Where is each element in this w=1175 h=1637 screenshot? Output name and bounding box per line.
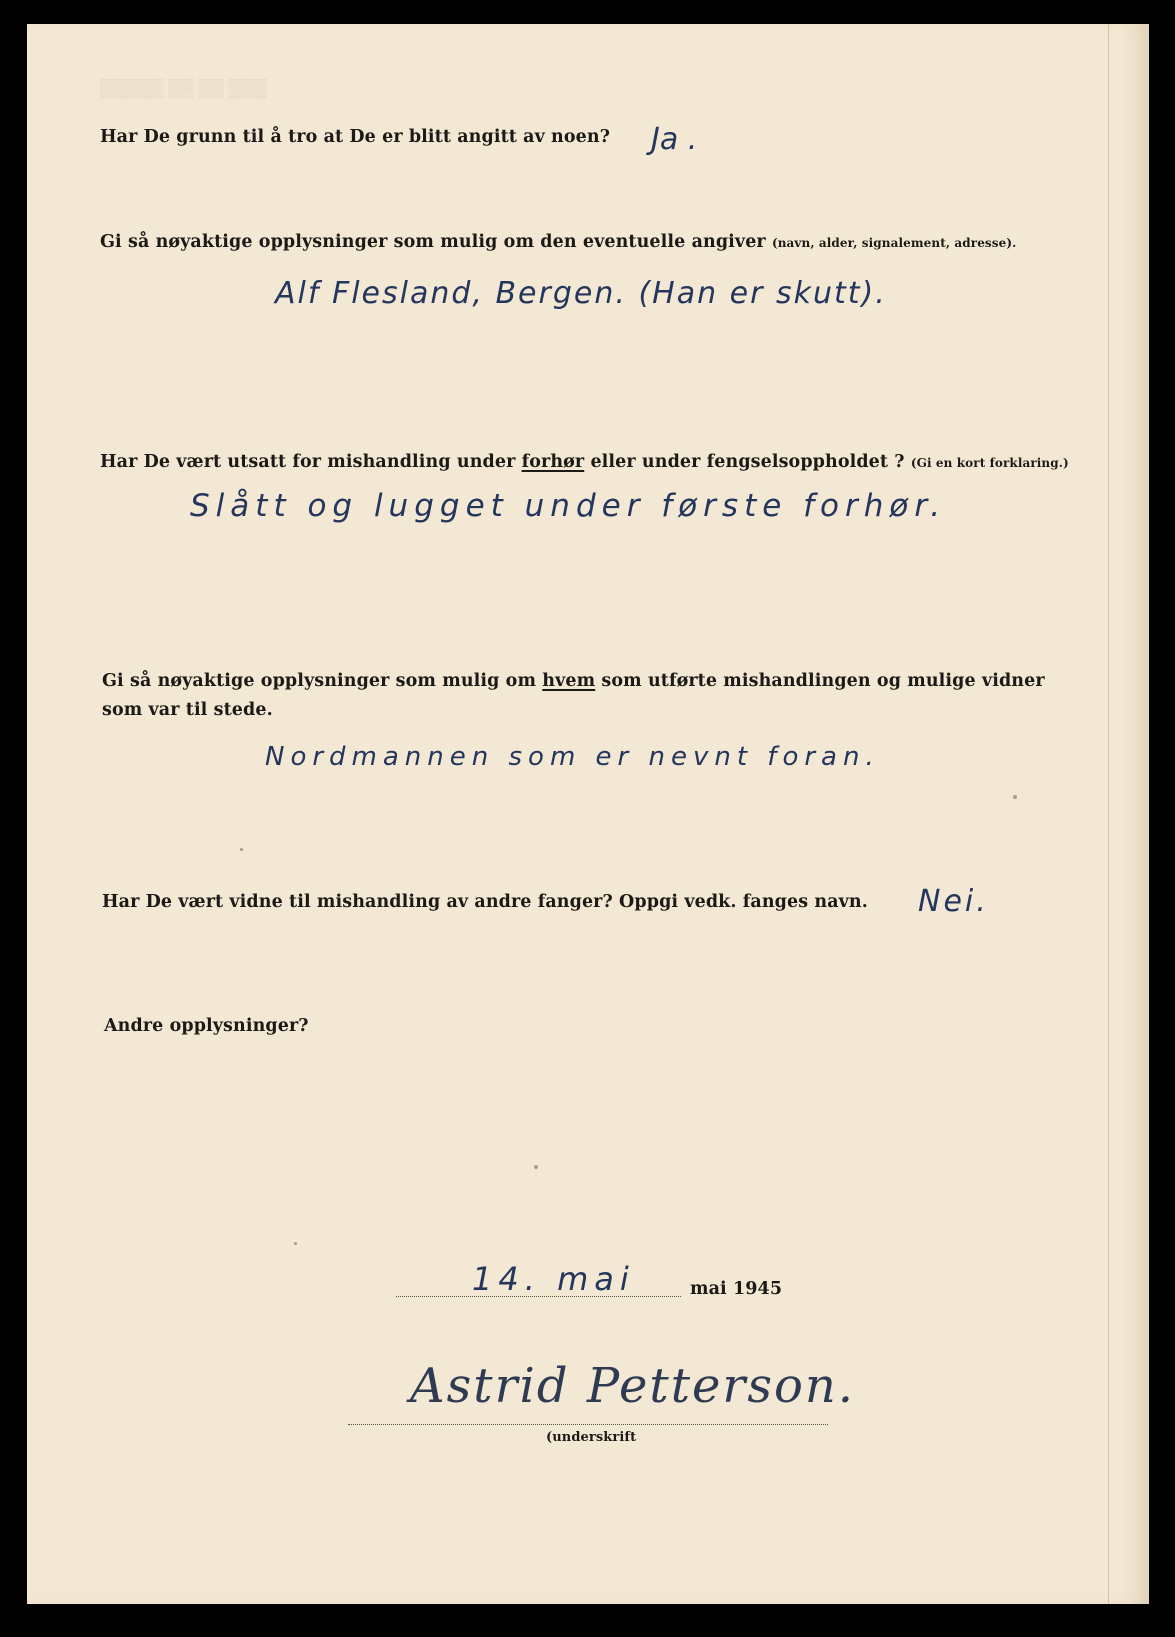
question-perpetrator-line2: som var til stede. <box>102 700 273 720</box>
question-mistreatment-underlined: forhør <box>521 452 585 472</box>
question-witness <box>102 892 868 912</box>
question-denounced-text: Har De grunn til å tro at De er blitt angitt av noen? <box>100 127 611 147</box>
bleed-through-text: ▒▒▒▒▒ ▒▒ ▒▒ ▒▒▒ <box>100 78 267 98</box>
question-witness-text: Har De vært vidne til mishandling av andre fanger? Oppgi vedk. fanges navn. <box>102 892 868 912</box>
question-perpetrator-line1 <box>102 671 1045 691</box>
question-perpetrator-text-start: Gi så nøyaktige opplysninger som mulig om <box>102 671 543 691</box>
page-fold <box>1108 24 1109 1604</box>
signature-handwritten: Astrid Petterson. <box>410 1358 856 1414</box>
signature-label: (underskrift <box>546 1430 637 1445</box>
question-other-info: Andre opplysninger? <box>104 1016 309 1036</box>
question-perpetrator-text-end: som utførte mishandlingen og mulige vidner <box>595 671 1045 691</box>
paper-speck <box>240 848 243 851</box>
question-informer-details-hint: (navn, alder, signalement, adresse). <box>771 236 1017 250</box>
question-informer-details-text: Gi så nøyaktige opplysninger som mulig om den eventuelle angiver <box>100 232 766 252</box>
paper-speck <box>1013 795 1017 799</box>
question-mistreatment-text-start: Har De vært utsatt for mishandling under <box>100 452 522 472</box>
answer-perpetrator: Nordmannen som er nevnt foran. <box>265 742 880 772</box>
question-mistreatment <box>100 452 1069 472</box>
question-mistreatment-hint: (Gi en kort forklaring.) <box>910 456 1069 470</box>
answer-informer-details: Alf Flesland, Bergen. (Han er skutt). <box>275 276 887 311</box>
answer-witness: Nei. <box>918 884 989 919</box>
paper-speck <box>294 1242 297 1245</box>
question-informer-details <box>100 232 1016 252</box>
date-handwritten: 14. mai <box>472 1260 635 1298</box>
date-printed: mai 1945 <box>690 1279 783 1299</box>
question-denounced <box>100 127 610 147</box>
paper-speck <box>534 1165 538 1169</box>
question-mistreatment-text-end: eller under fengselsoppholdet ? <box>584 452 905 472</box>
question-perpetrator-underlined: hvem <box>542 671 596 691</box>
answer-denounced: Ja . <box>651 122 698 157</box>
answer-mistreatment: Slått og lugget under første forhør. <box>190 488 947 524</box>
signature-dotted-line <box>348 1424 828 1425</box>
